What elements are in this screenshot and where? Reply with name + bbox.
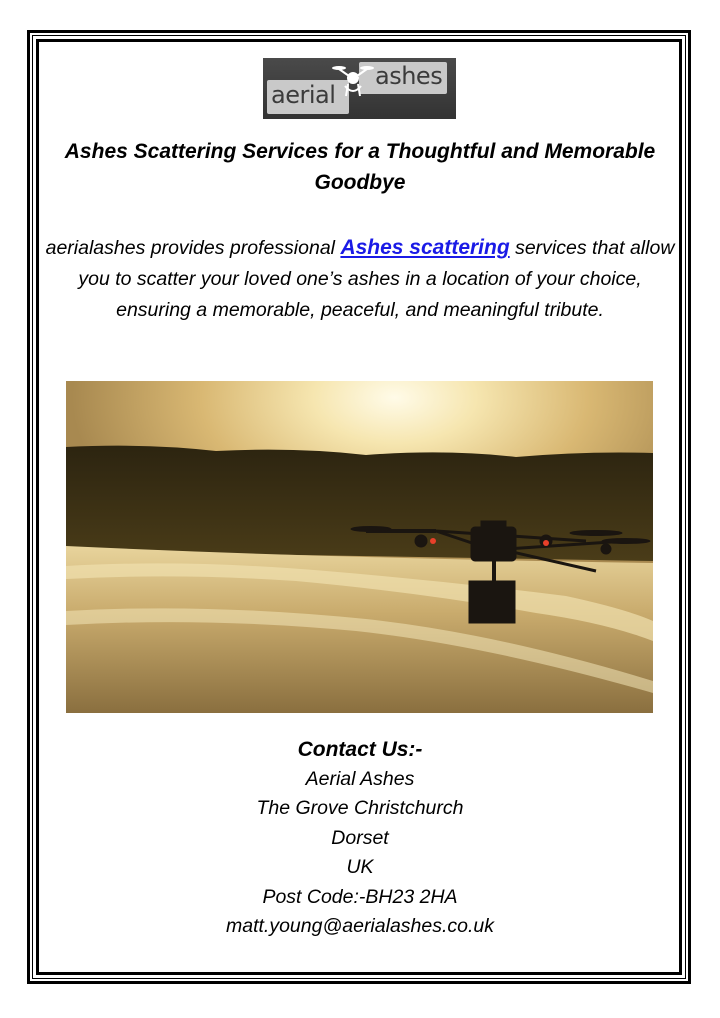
drone-icon: [331, 62, 375, 102]
contact-postcode: Post Code:-BH23 2HA: [262, 885, 458, 908]
contact-block: [60, 735, 660, 942]
contact-street: The Grove Christchurch: [256, 797, 464, 819]
aerial-ashes-logo: [263, 58, 456, 119]
logo-word-left: aerial: [271, 81, 336, 109]
contact-country: UK: [346, 856, 374, 878]
contact-county: Dorset: [331, 826, 389, 849]
drone-sunset-photo-art: [66, 381, 653, 713]
drone-sunset-photo: [66, 381, 653, 713]
contact-title: Contact Us:-: [297, 738, 423, 761]
intro-text-after: services that allow you to scatter your loved one’s ashes in a location of your choice, ensuring a memorable, peaceful, and meaningful tribute.: [78, 237, 675, 321]
ashes-scattering-link[interactable]: Ashes scattering: [340, 236, 510, 259]
contact-company: Aerial Ashes: [305, 767, 415, 790]
intro-text-before: aerialashes provides professional: [45, 237, 341, 259]
intro-paragraph: [44, 232, 676, 326]
logo-word-right: ashes: [375, 62, 443, 90]
page-headline: Ashes Scattering Services for a Thoughtful and Memorable Goodbye: [64, 140, 656, 194]
contact-email[interactable]: matt.young@aerialashes.co.uk: [225, 915, 495, 937]
